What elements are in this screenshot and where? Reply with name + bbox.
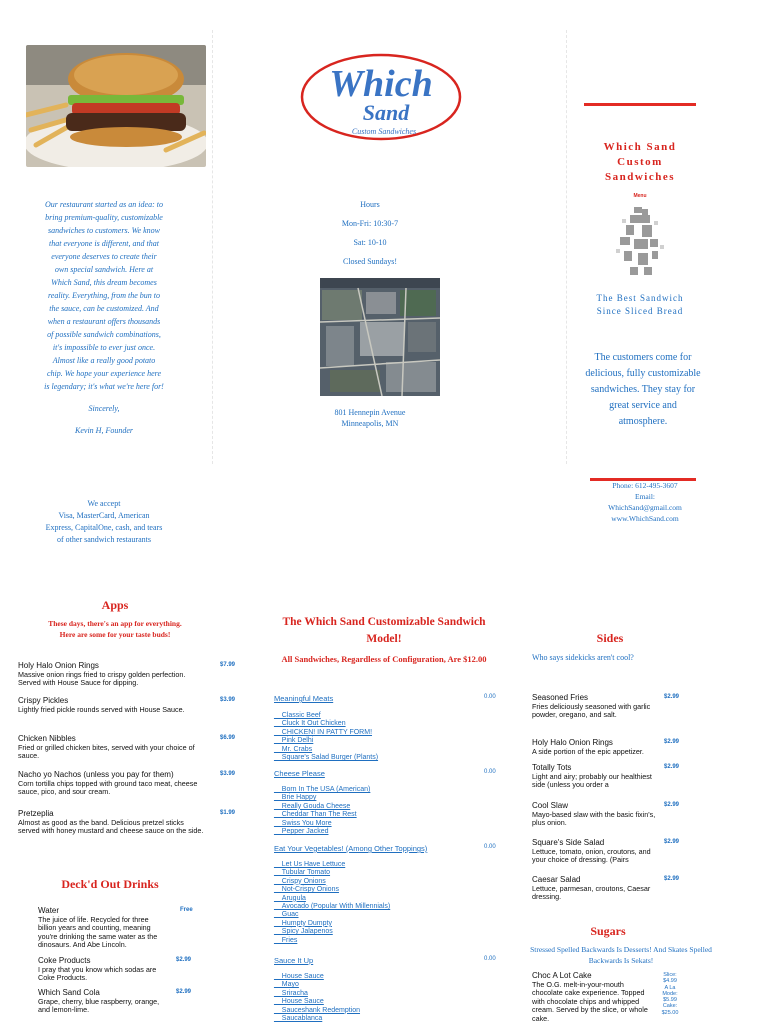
item-desc: Lettuce, parmesan, croutons, Caesar dressing. (532, 883, 651, 902)
menu-item (38, 957, 164, 983)
payment-info (44, 498, 164, 546)
item-desc: I pray that you know which sodas are Coke Products. (38, 964, 157, 983)
address-city: Minneapolis, MN (341, 419, 399, 428)
logo-word-which: Which (329, 63, 433, 105)
item-price: $2.99 (664, 739, 680, 745)
contact-phone: Phone: 612-495-3607 (612, 481, 678, 490)
model-group-price: 0.00 (484, 694, 496, 700)
option-item[interactable]: __Pink Delhi (274, 737, 314, 745)
model-group-price: 0.00 (484, 956, 496, 962)
contact-email[interactable]: WhichSand@gmail.com (608, 503, 682, 512)
item-name: Which Sand Cola (38, 988, 100, 997)
menu-item (38, 989, 164, 1015)
item-desc: Lightly fried pickle rounds served with House Sauce. (18, 704, 185, 714)
item-price: Free (180, 907, 193, 913)
item-desc: Light and airy; probably our healthiest side (unless you order a (532, 771, 652, 790)
menu-item (532, 694, 656, 720)
price-line: Cake: (662, 1003, 678, 1010)
item-name: Holy Halo Onion Rings (18, 661, 99, 670)
option-item[interactable]: __Fries (274, 936, 298, 944)
menu-item (18, 697, 206, 714)
item-name: Seasoned Fries (532, 693, 589, 702)
item-desc: Massive onion rings fried to crispy golden perfection. Served with House Sauce for dipping. (18, 669, 186, 688)
sides-title: Sides (596, 631, 624, 645)
satellite-map-image (320, 278, 440, 396)
item-name: Pretzeplia (18, 809, 54, 818)
model-group-options (274, 973, 360, 1023)
sides-intro: Who says sidekicks aren't cool? (532, 653, 634, 662)
model-group-label: Eat Your Vegetables! (Among Other Toppings) (274, 844, 428, 853)
pixel-figure-graphic (612, 205, 670, 277)
option-item[interactable]: __Spicy Jalapenos (274, 928, 333, 936)
hours-saturday: Sat: 10-10 (353, 238, 387, 247)
option-item[interactable]: __Guac (274, 911, 299, 919)
item-desc: Lettuce, tomato, onion, croutons, and your choice of dressing. (Pairs (532, 846, 651, 865)
item-desc: The juice of life. Recycled for three billion years and counting, meaning you're drinking the same water as the dinosaurs. And Abe Lincoln. (38, 914, 158, 950)
option-item[interactable]: __Saucablanca (274, 1015, 323, 1023)
price-line: Slice: (663, 972, 677, 978)
item-name: Water (38, 906, 60, 915)
model-title: The Which Sand Customizable Sandwich Model! (282, 616, 486, 645)
option-item[interactable]: __Square's Salad Burger (Plants) (274, 754, 379, 762)
payment-title: We accept (87, 499, 121, 508)
menu-item (532, 739, 656, 756)
option-item[interactable]: __Mayo (274, 981, 299, 989)
story-signature: Kevin H, Founder (75, 426, 133, 435)
fold-line-right (566, 30, 567, 464)
contact-website[interactable]: www.WhichSand.com (611, 514, 679, 523)
option-item[interactable]: __Not-Crispy Onions (274, 886, 339, 894)
address-street: 801 Hennepin Avenue (334, 408, 406, 417)
menu-item (532, 839, 656, 865)
option-item[interactable]: __Mr. Crabs (274, 745, 313, 753)
model-subtitle: All Sandwiches, Regardless of Configuration, Are $12.00 (281, 654, 487, 664)
fold-line-left (212, 30, 213, 464)
address-block (310, 407, 430, 429)
logo-subtitle: Custom Sandwiches (351, 127, 417, 136)
model-group-label: Cheese Please (274, 769, 325, 778)
menu-label: Menu (633, 193, 647, 199)
price-line: $4.99 (663, 978, 677, 985)
item-desc: Corn tortilla chips topped with ground taco meat, cheese sauce, pico, and sour cream. (18, 778, 198, 797)
brand-pitch: The customers come for delicious, fully customizable sandwiches. They stay for great service and atmosphere. (585, 352, 701, 427)
price-line: $25.00 (661, 1009, 679, 1016)
payment-methods: Visa, MasterCard, American Express, CapitalOne, cash, and tears of other sandwich restaurants (45, 511, 163, 544)
menu-item (18, 735, 206, 761)
hours-weekday: Mon-Fri: 10:30-7 (341, 219, 399, 228)
menu-item (532, 764, 656, 790)
item-desc: Grape, cherry, blue raspberry, orange, and lemon-lime. (38, 996, 160, 1015)
which-sand-logo (300, 52, 462, 142)
brand-title: Which Sand Custom Sandwiches (603, 141, 677, 183)
item-name: Caesar Salad (532, 875, 581, 884)
menu-item (532, 876, 656, 902)
item-desc: Mayo-based slaw with the basic fixin's, plus onion. (532, 809, 656, 828)
menu-item (38, 907, 164, 950)
option-item[interactable]: __Let Us Have Lettuce (274, 861, 346, 868)
option-item[interactable]: __Really Gouda Cheese (274, 802, 351, 810)
model-group-label: Meaningful Meats (274, 694, 334, 703)
option-item[interactable]: __Cluck It Out Chicken (274, 720, 346, 728)
item-price: $2.99 (664, 876, 680, 882)
option-item[interactable]: __Humpty Dumpty (274, 919, 332, 927)
model-group-options (274, 861, 390, 945)
model-group-options (274, 786, 370, 836)
apps-title: Apps (101, 598, 129, 612)
option-item[interactable]: __Sauceshank Redemption (274, 1006, 361, 1014)
option-item[interactable]: __House Sauce (274, 973, 324, 980)
option-item[interactable]: __Tubular Tomato (274, 869, 331, 877)
model-group-price: 0.00 (484, 769, 496, 775)
option-item[interactable]: __Pepper Jacked (274, 828, 329, 836)
price-line: Mode: (662, 990, 678, 997)
apps-intro: These days, there's an app for everything. Here are some for your taste buds! (48, 619, 182, 639)
story-paragraph: Our restaurant started as an idea: to bring premium-quality, customizable sandwiches to customers. We know that everyone is different, and that everyone deserves to create their own special sandwich. Here at Which Sand, this dream becomes reality. Everything, from the bun to the sauce, can be customized. And when a restaurant offers thousands of possible sandwich combinations, it's impossible to ever just once. Almost like a really good potato chip. We hope your experience here is legendary; it's what we're here for! (44, 200, 164, 391)
option-item[interactable]: __Born In The USA (American) (274, 786, 371, 793)
menu-item (18, 662, 206, 688)
burger-photo (26, 45, 206, 167)
option-item[interactable]: __Cheddar Than The Rest (274, 811, 357, 819)
item-name: Square's Side Salad (532, 838, 605, 847)
contact-block (590, 480, 700, 524)
option-item[interactable]: __CHICKEN! IN PATTY FORM! (274, 728, 373, 736)
item-price: $2.99 (176, 957, 192, 963)
hours-block (310, 195, 430, 271)
item-name: Nacho yo Nachos (unless you pay for them) (18, 770, 174, 779)
option-item[interactable]: __Arugula (274, 894, 306, 902)
item-price: $1.99 (220, 810, 236, 816)
logo-word-sand: Sand (362, 100, 410, 125)
model-group-price: 0.00 (484, 844, 496, 850)
contact-email-label: Email: (635, 492, 655, 501)
option-item[interactable]: __Crispy Onions (274, 877, 326, 885)
item-price: $3.99 (220, 697, 236, 703)
option-item[interactable]: __Classic Beef (274, 712, 321, 719)
item-price: $3.99 (220, 771, 236, 777)
option-item[interactable]: __Sriracha (274, 989, 308, 997)
item-name: Choc A Lot Cake (532, 971, 592, 980)
item-name: Cool Slaw (532, 801, 569, 810)
model-group-options (274, 712, 378, 762)
item-name: Coke Products (38, 956, 91, 965)
item-desc: The O.G. melt-in-your-mouth chocolate cake experience. Topped with chocolate chips and whipped cream. Served by the slice, or whole cake. (532, 979, 648, 1023)
story-closing: Sincerely, (88, 404, 120, 413)
item-price: $2.99 (664, 694, 680, 700)
option-item[interactable]: __Brie Happy (274, 794, 317, 802)
item-desc: Fries deliciously seasoned with garlic powder, oregano, and salt. (532, 701, 651, 720)
brand-tagline: The Best Sandwich Since Sliced Bread (596, 293, 684, 316)
option-item[interactable]: __Swiss You More (274, 819, 332, 827)
top-accent-bar (584, 103, 696, 106)
item-name: Chicken Nibbles (18, 734, 76, 743)
menu-item (532, 802, 656, 828)
price-line: A La (664, 984, 676, 991)
sugar-price-list (656, 972, 684, 1016)
menu-item (18, 810, 206, 836)
option-item[interactable]: __House Sauce (274, 998, 324, 1006)
sugars-title: Sugars (590, 924, 626, 938)
item-price: $6.99 (220, 735, 236, 741)
story-text (44, 198, 164, 446)
item-name: Totally Tots (532, 763, 572, 772)
item-name: Holy Halo Onion Rings (532, 738, 613, 747)
item-price: $7.99 (220, 662, 236, 668)
item-desc: Fried or grilled chicken bites, served with your choice of sauce. (18, 742, 195, 761)
item-desc: A side portion of the epic appetizer. (532, 746, 644, 756)
hours-title: Hours (360, 200, 380, 209)
item-price: $2.99 (664, 764, 680, 770)
item-price: $2.99 (176, 989, 192, 995)
drinks-title: Deck'd Out Drinks (61, 877, 159, 891)
option-item[interactable]: __Avocado (Popular With Millennials) (274, 903, 391, 911)
menu-item (532, 972, 654, 1024)
sugars-intro: Stressed Spelled Backwards Is Desserts! And Skates Spelled Backwards Is Sekats! (530, 945, 712, 965)
item-price: $2.99 (664, 802, 680, 808)
menu-item (18, 771, 206, 797)
item-desc: Almost as good as the band. Delicious pretzel sticks served with honey mustard and cheese sauce on the side. (18, 817, 204, 836)
price-line: $5.99 (663, 997, 677, 1004)
model-group-label: Sauce It Up (274, 956, 314, 965)
item-name: Crispy Pickles (18, 696, 69, 705)
hours-sunday: Closed Sundays! (343, 257, 397, 266)
item-price: $2.99 (664, 839, 680, 845)
